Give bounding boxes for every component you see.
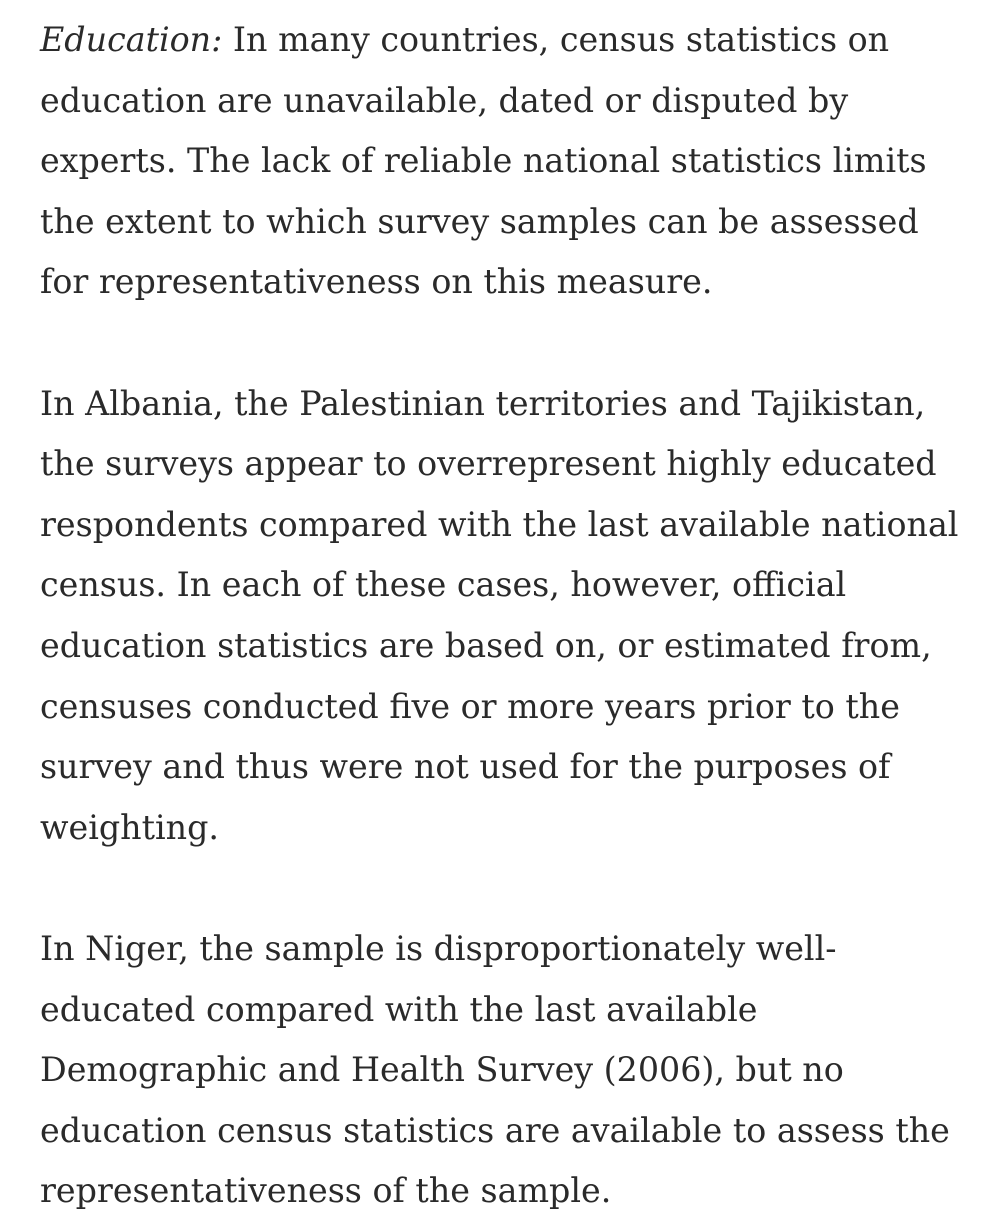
text-line: education statistics are based on, or estimated from, [40,625,932,665]
paragraph-niger [40,919,980,1222]
paragraph-albania [40,374,980,859]
paragraph-education [40,10,980,313]
text-line: respondents compared with the last available national [40,504,959,544]
text-line: In Albania, the Palestinian territories and Tajikistan, [40,383,926,423]
education-label: Education: [40,20,223,59]
text-line: survey and thus were not used for the purposes of [40,747,891,787]
text-line: In Niger, the sample is disproportionately well- [40,928,837,968]
text-line: the surveys appear to overrepresent highly educated [40,444,937,484]
text-line: censuses conducted five or more years prior to the [40,686,900,726]
text-line: representativeness of the sample. [40,1171,612,1211]
text-line: Demographic and Health Survey (2006), but no [40,1050,844,1090]
text-line: census. In each of these cases, however, official [40,565,847,605]
text-line: the extent to which survey samples can be assessed [40,201,919,241]
text-line: education census statistics are available to assess the [40,1110,950,1150]
text-line: education are unavailable, dated or disputed by [40,80,849,120]
text-line: for representativeness on this measure. [40,262,713,302]
text-line [40,10,980,71]
text-line: weighting. [40,807,219,847]
text-line: educated compared with the last available [40,989,758,1029]
text-line: experts. The lack of reliable national statistics limits [40,141,927,181]
article-body [40,10,980,1222]
text-line-content: In many countries, census statistics on [222,20,890,59]
